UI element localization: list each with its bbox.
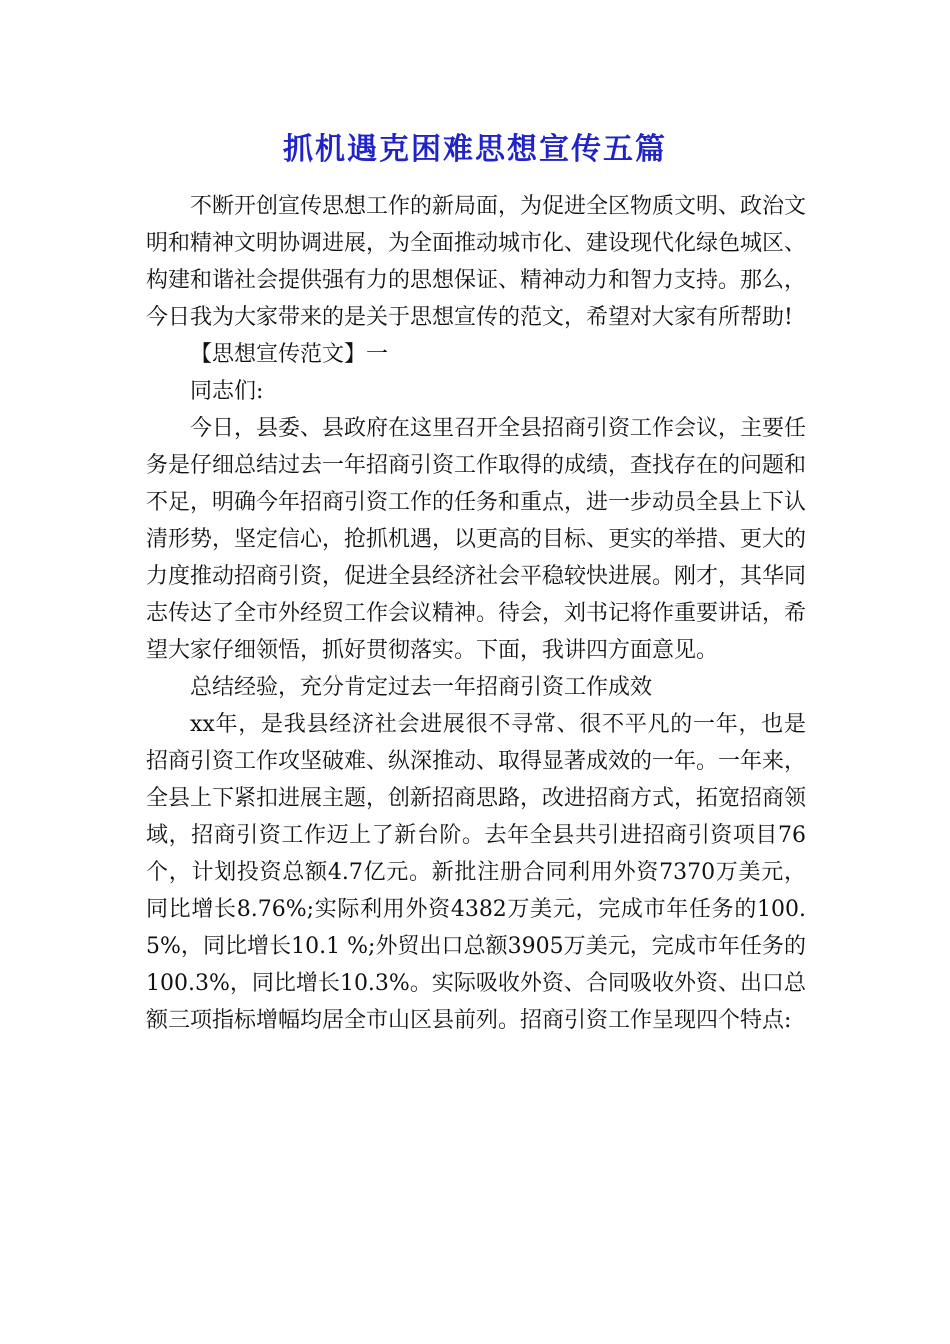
paragraph-results: xx年，是我县经济社会进展很不寻常、很不平凡的一年，也是招商引资工作攻坚破难、纵深推动、取得显著成效的一年。一年来，全县上下紧扣进展主题，创新招商思路，改进招商方式，拓宽招商领域，招商引资工作迈上了新台阶。去年全县共引进招商引资项目76个，计划投资总额4.7亿元。新批注册合同利用外资7370万美元，同比增长8.76%;实际利用外资4382万美元，完成市年任务的100.5%，同比增长10.1 %;外贸出口总额3905万美元，完成市年任务的100.3%，同比增长10.3%。实际吸收外资、合同吸收外资、出口总额三项指标增幅均居全市山区县前列。招商引资工作呈现四个特点: (146, 712, 807, 1033)
paragraph-subheading: 总结经验，充分肯定过去一年招商引资工作成效 (190, 675, 653, 700)
document-body (146, 188, 806, 1039)
paragraph-section-heading: 【思想宣传范文】一 (190, 342, 389, 367)
paragraph-opening: 今日，县委、县政府在这里召开全县招商引资工作会议，主要任务是仔细总结过去一年招商引资工作取得的成绩，查找存在的问题和不足，明确今年招商引资工作的任务和重点，进一步动员全县上下认清形势，坚定信心，抢抓机遇，以更高的目标、更实的举措、更大的力度推动招商引资，促进全县经济社会平稳较快进展。刚才，其华同志传达了全市外经贸工作会议精神。待会，刘书记将作重要讲话，希望大家仔细领悟，抓好贯彻落实。下面，我讲四方面意见。 (146, 416, 807, 663)
paragraph-salutation: 同志们: (190, 379, 264, 404)
document-title: 抓机遇克困难思想宣传五篇 (283, 132, 667, 167)
paragraph-intro: 不断开创宣传思想工作的新局面，为促进全区物质文明、政治文明和精神文明协调进展，为全面推动城市化、建设现代化绿色城区、构建和谐社会提供强有力的思想保证、精神动力和智力支持。那么，今日我为大家带来的是关于思想宣传的范文，希望对大家有所帮助! (146, 194, 807, 330)
